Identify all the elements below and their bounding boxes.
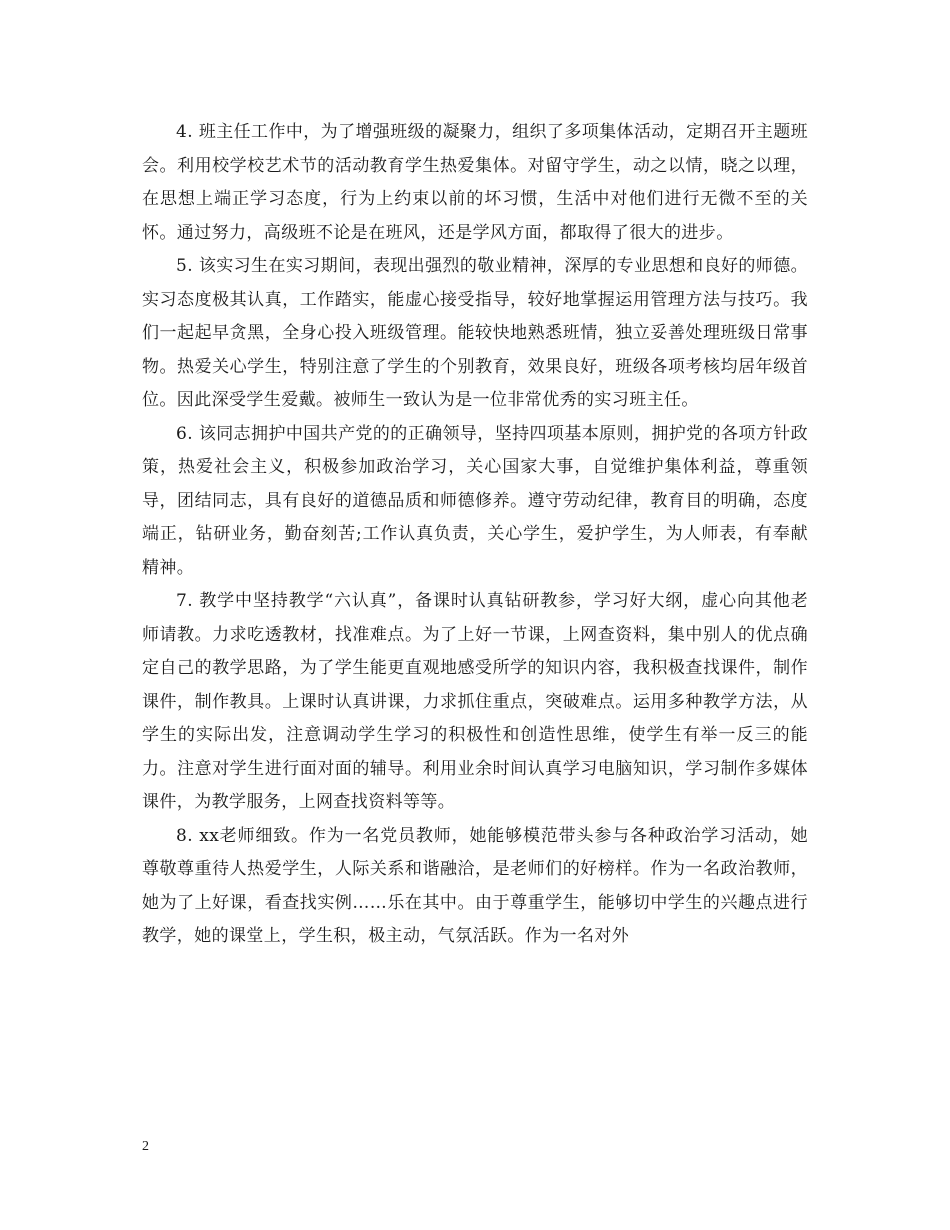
- paragraph-5: 5. 该实习生在实习期间，表现出强烈的敬业精神，深厚的专业思想和良好的师德。实习态度极其认真，工作踏实，能虚心接受指导，较好地掌握运用管理方法与技巧。我们一起起早贪黑，全身心投入班级管理。能较快地熟悉班情，独立妥善处理班级日常事物。热爱关心学生，特别注意了学生的个别教育，效果良好，班级各项考核均居年级首位。因此深受学生爱戴。被师生一致认为是一位非常优秀的实习班主任。: [142, 256, 808, 410]
- paragraph-4: 4. 班主任工作中，为了增强班级的凝聚力，组织了多项集体活动，定期召开主题班会。利用校学校艺术节的活动教育学生热爱集体。对留守学生，动之以情，晓之以理，在思想上端正学习态度，行为上约束以前的坏习惯，生活中对他们进行无微不至的关怀。通过努力，高级班不论是在班风，还是学风方面，都取得了很大的进步。: [142, 122, 808, 243]
- paragraph-8: 8. xx老师细致。作为一名党员教师，她能够模范带头参与各种政治学习活动，她尊敬尊重待人热爱学生，人际关系和谐融洽，是老师们的好榜样。作为一名政治教师，她为了上好课，看查找实例……乐在其中。由于尊重学生，能够切中学生的兴趣点进行教学，她的课堂上，学生积，极主动，气氛活跃。作为一名对外: [142, 825, 808, 946]
- document-body: [142, 116, 808, 954]
- page-number: 2: [142, 1139, 149, 1154]
- paragraph-6: 6. 该同志拥护中国共产党的的正确领导，坚持四项基本原则，拥护党的各项方针政策，热爱社会主义，积极参加政治学习，关心国家大事，自觉维护集体利益，尊重领导，团结同志，具有良好的道德品质和师德修养。遵守劳动纪律，教育目的明确，态度端正，钻研业务，勤奋刻苦;工作认真负责，关心学生，爱护学生，为人师表，有奉献精神。: [142, 423, 808, 578]
- paragraph-7: 7. 教学中坚持教学“六认真”，备课时认真钻研教参，学习好大纲，虚心向其他老师请教。力求吃透教材，找准难点。为了上好一节课，上网查资料，集中别人的优点确定自己的教学思路，为了学生能更直观地感受所学的知识内容，我积极查找课件，制作课件，制作教具。上课时认真讲课，力求抓住重点，突破难点。运用多种教学方法，从学生的实际出发，注意调动学生学习的积极性和创造性思维，使学生有举一反三的能力。注意对学生进行面对面的辅导。利用业余时间认真学习电脑知识，学习制作多媒体课件，为教学服务，上网查找资料等等。: [142, 591, 808, 812]
